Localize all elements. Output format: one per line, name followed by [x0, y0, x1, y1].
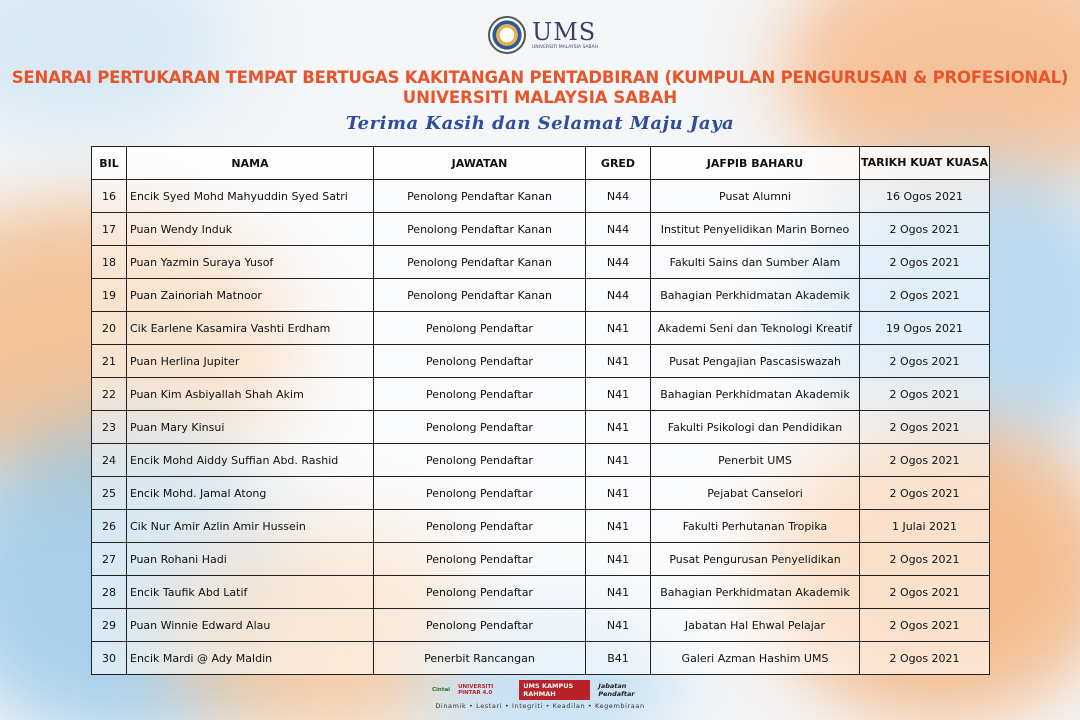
cell-jafpib: Jabatan Hal Ehwal Pelajar: [651, 609, 860, 642]
cell-bil: 23: [92, 411, 127, 444]
cell-bil: 24: [92, 444, 127, 477]
cell-gred: N41: [586, 444, 651, 477]
column-header-bil: BIL: [92, 147, 127, 180]
kampus-rahmah-badge: UMS KAMPUS RAHMAH: [519, 680, 590, 700]
column-header-jafpib: JAFPIB BAHARU: [651, 147, 860, 180]
cell-jawatan: Penolong Pendaftar: [374, 312, 586, 345]
cell-jawatan: Penolong Pendaftar Kanan: [374, 213, 586, 246]
jabatan-pendaftar-logo: Jabatan Pendaftar: [598, 682, 635, 698]
cell-tarikh: 2 Ogos 2021: [860, 378, 990, 411]
column-header-nama: NAMA: [127, 147, 374, 180]
column-header-tarikh: TARIKH KUAT KUASA: [860, 147, 990, 180]
cell-tarikh: 2 Ogos 2021: [860, 576, 990, 609]
cell-jafpib: Bahagian Perkhidmatan Akademik: [651, 576, 860, 609]
cell-jafpib: Fakulti Sains dan Sumber Alam: [651, 246, 860, 279]
cell-bil: 27: [92, 543, 127, 576]
table-row: [92, 345, 990, 378]
cell-bil: 26: [92, 510, 127, 543]
cell-jawatan: Penolong Pendaftar Kanan: [374, 180, 586, 213]
cell-jafpib: Pusat Pengajian Pascasiswazah: [651, 345, 860, 378]
cell-gred: N41: [586, 510, 651, 543]
footer-logos: [432, 681, 648, 699]
cell-nama: Puan Zainoriah Matnoor: [127, 279, 374, 312]
cell-nama: Encik Mohd Aiddy Suffian Abd. Rashid: [127, 444, 374, 477]
table-row: [92, 609, 990, 642]
cell-gred: N44: [586, 180, 651, 213]
cell-gred: N41: [586, 312, 651, 345]
cell-nama: Cik Nur Amir Azlin Amir Hussein: [127, 510, 374, 543]
cell-tarikh: 2 Ogos 2021: [860, 543, 990, 576]
cell-gred: N44: [586, 246, 651, 279]
table-body: [92, 180, 990, 675]
cell-gred: N44: [586, 279, 651, 312]
cell-gred: B41: [586, 642, 651, 675]
table-row: [92, 510, 990, 543]
cell-nama: Puan Herlina Jupiter: [127, 345, 374, 378]
cell-tarikh: 2 Ogos 2021: [860, 609, 990, 642]
cell-tarikh: 2 Ogos 2021: [860, 246, 990, 279]
cell-tarikh: 19 Ogos 2021: [860, 312, 990, 345]
cell-jawatan: Penolong Pendaftar: [374, 444, 586, 477]
table-row: [92, 279, 990, 312]
cell-tarikh: 2 Ogos 2021: [860, 642, 990, 675]
cell-gred: N41: [586, 345, 651, 378]
cell-tarikh: 2 Ogos 2021: [860, 345, 990, 378]
cell-nama: Puan Kim Asbiyallah Shah Akim: [127, 378, 374, 411]
cell-bil: 25: [92, 477, 127, 510]
ums-crest-icon: [488, 16, 526, 54]
cell-tarikh: 2 Ogos 2021: [860, 411, 990, 444]
table-row: [92, 411, 990, 444]
cell-jafpib: Institut Penyelidikan Marin Borneo: [651, 213, 860, 246]
page-title: SENARAI PERTUKARAN TEMPAT BERTUGAS KAKITANGAN PENTADBIRAN (KUMPULAN PENGURUSAN & PROFESIONAL): [11, 68, 1069, 87]
cell-nama: Encik Taufik Abd Latif: [127, 576, 374, 609]
cell-gred: N41: [586, 543, 651, 576]
cell-tarikh: 16 Ogos 2021: [860, 180, 990, 213]
cell-bil: 28: [92, 576, 127, 609]
table-row: [92, 246, 990, 279]
ums-logo: [488, 14, 600, 56]
cell-bil: 29: [92, 609, 127, 642]
table-row: [92, 378, 990, 411]
cell-jawatan: Penerbit Rancangan: [374, 642, 586, 675]
cell-bil: 16: [92, 180, 127, 213]
cell-bil: 20: [92, 312, 127, 345]
logo-text: UMS: [532, 17, 597, 46]
cell-jawatan: Penolong Pendaftar: [374, 609, 586, 642]
cell-jawatan: Penolong Pendaftar: [374, 576, 586, 609]
cell-jafpib: Pejabat Canselori: [651, 477, 860, 510]
cell-nama: Encik Mardi @ Ady Maldin: [127, 642, 374, 675]
cell-nama: Puan Rohani Hadi: [127, 543, 374, 576]
universiti-pintar-logo: UNIVERSITI PINTAR 4.0: [458, 684, 494, 696]
cell-jawatan: Penolong Pendaftar Kanan: [374, 246, 586, 279]
table-header-row: [92, 147, 990, 180]
cell-gred: N41: [586, 378, 651, 411]
cell-tarikh: 1 Julai 2021: [860, 510, 990, 543]
cell-jawatan: Penolong Pendaftar: [374, 345, 586, 378]
cell-nama: Puan Yazmin Suraya Yusof: [127, 246, 374, 279]
cell-bil: 19: [92, 279, 127, 312]
cell-nama: Puan Wendy Induk: [127, 213, 374, 246]
column-header-jawatan: JAWATAN: [374, 147, 586, 180]
cell-jafpib: Pusat Pengurusan Penyelidikan: [651, 543, 860, 576]
cell-jawatan: Penolong Pendaftar: [374, 510, 586, 543]
cell-nama: Puan Mary Kinsui: [127, 411, 374, 444]
cell-jawatan: Penolong Pendaftar: [374, 477, 586, 510]
staff-transfer-table: [91, 146, 990, 675]
cell-nama: Puan Winnie Edward Alau: [127, 609, 374, 642]
cell-jafpib: Fakulti Psikologi dan Pendidikan: [651, 411, 860, 444]
cell-gred: N41: [586, 576, 651, 609]
cell-jawatan: Penolong Pendaftar: [374, 378, 586, 411]
cell-jawatan: Penolong Pendaftar Kanan: [374, 279, 586, 312]
cell-bil: 30: [92, 642, 127, 675]
cell-jafpib: Penerbit UMS: [651, 444, 860, 477]
page-subtitle: UNIVERSITI MALAYSIA SABAH: [402, 88, 678, 107]
table-row: [92, 576, 990, 609]
table-row: [92, 312, 990, 345]
cell-nama: Encik Syed Mohd Mahyuddin Syed Satri: [127, 180, 374, 213]
cell-bil: 21: [92, 345, 127, 378]
cell-tarikh: 2 Ogos 2021: [860, 477, 990, 510]
cell-jafpib: Bahagian Perkhidmatan Akademik: [651, 279, 860, 312]
table-row: [92, 543, 990, 576]
cell-bil: 17: [92, 213, 127, 246]
cell-jawatan: Penolong Pendaftar: [374, 543, 586, 576]
cell-tarikh: 2 Ogos 2021: [860, 444, 990, 477]
table-row: [92, 642, 990, 675]
column-header-gred: GRED: [586, 147, 651, 180]
cell-tarikh: 2 Ogos 2021: [860, 279, 990, 312]
cell-nama: Cik Earlene Kasamira Vashti Erdham: [127, 312, 374, 345]
cell-jafpib: Pusat Alumni: [651, 180, 860, 213]
tagline: Terima Kasih dan Selamat Maju Jaya: [345, 113, 735, 134]
cell-jafpib: Fakulti Perhutanan Tropika: [651, 510, 860, 543]
cell-nama: Encik Mohd. Jamal Atong: [127, 477, 374, 510]
cell-jafpib: Akademi Seni dan Teknologi Kreatif: [651, 312, 860, 345]
cell-gred: N44: [586, 213, 651, 246]
table-row: [92, 477, 990, 510]
cell-bil: 18: [92, 246, 127, 279]
cell-gred: N41: [586, 477, 651, 510]
cell-gred: N41: [586, 609, 651, 642]
cell-jafpib: Bahagian Perkhidmatan Akademik: [651, 378, 860, 411]
cell-bil: 22: [92, 378, 127, 411]
table-row: [92, 444, 990, 477]
logo-subtext: UNIVERSITI MALAYSIA SABAH: [532, 44, 599, 50]
cell-tarikh: 2 Ogos 2021: [860, 213, 990, 246]
cell-jawatan: Penolong Pendaftar: [374, 411, 586, 444]
cell-gred: N41: [586, 411, 651, 444]
table-row: [92, 213, 990, 246]
cell-jafpib: Galeri Azman Hashim UMS: [651, 642, 860, 675]
cintai-logo: Cintai: [432, 687, 451, 693]
table-row: [92, 180, 990, 213]
footer-motto: Dinamik • Lestari • Integriti • Keadilan • Kegembiraan: [435, 702, 645, 710]
